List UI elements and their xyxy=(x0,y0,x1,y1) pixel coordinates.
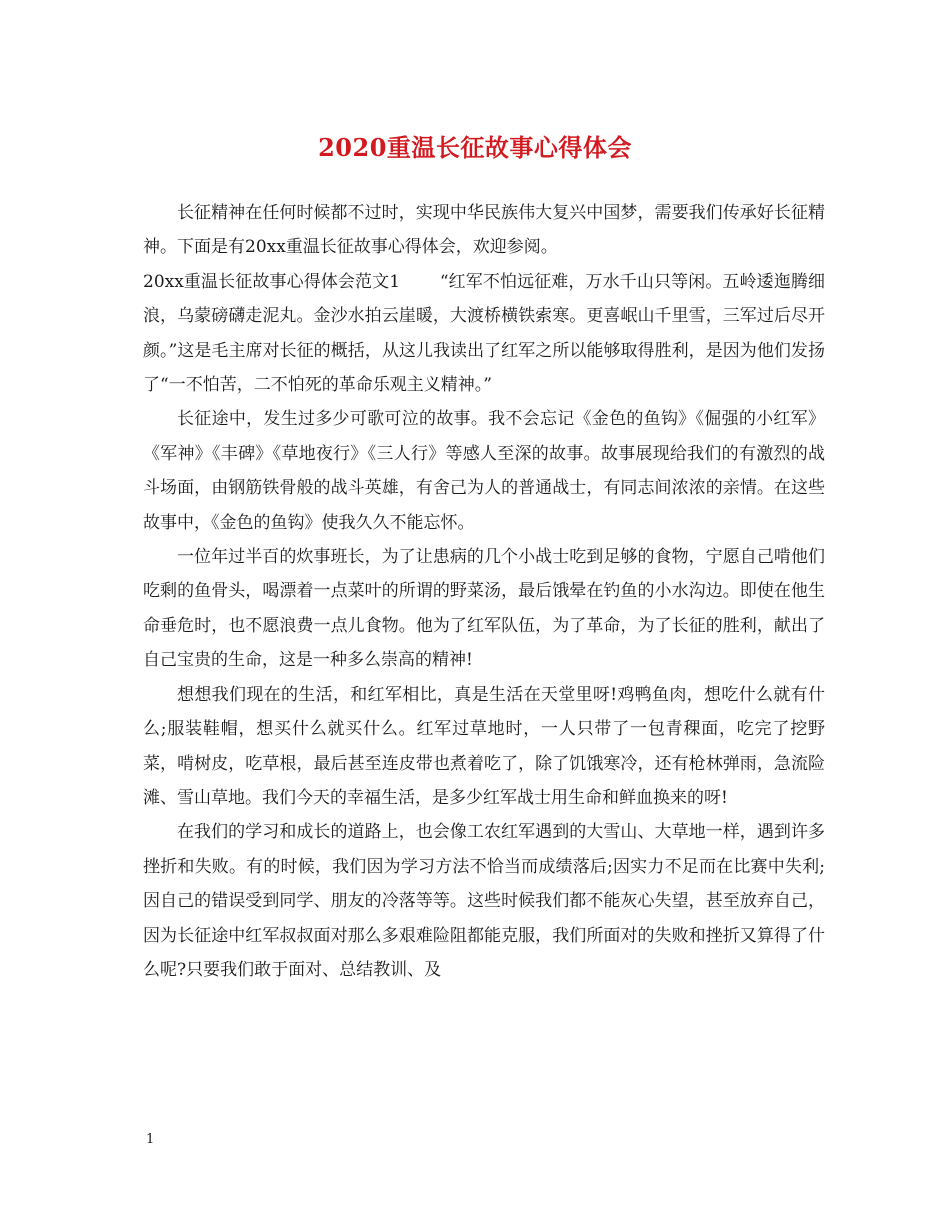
document-body xyxy=(143,196,825,987)
paragraph-study-growth: 在我们的学习和成长的道路上，也会像工农红军遇到的大雪山、大草地一样，遇到许多挫折和失败。有的时候，我们因为学习方法不恰当而成绩落后;因实力不足而在比赛中失利;因自己的错误受到同学、朋友的冷落等等。这些时候我们都不能灰心失望，甚至放弃自己，因为长征途中红军叔叔面对那么多艰难险阻都能克服，我们所面对的失败和挫折又算得了什么呢?只要我们敢于面对、总结教训、及 xyxy=(143,822,825,980)
paragraph-intro: 长征精神在任何时候都不过时，实现中华民族伟大复兴中国梦，需要我们传承好长征精神。下面是有20xx重温长征故事心得体会，欢迎参阅。 xyxy=(143,203,825,258)
document-title: 2020重温长征故事心得体会 xyxy=(318,133,632,162)
paragraph-cook-squad-leader: 一位年过半百的炊事班长，为了让患病的几个小战士吃到足够的食物，宁愿自己啃他们吃剩的鱼骨头，喝漂着一点菜叶的所谓的野菜汤，最后饿晕在钓鱼的小水沟边。即使在他生命垂危时，也不愿浪费一点儿食物。他为了红军队伍，为了革命，为了长征的胜利，献出了自己宝贵的生命，这是一种多么崇高的精神! xyxy=(143,547,825,671)
paragraph-stories: 长征途中，发生过多少可歌可泣的故事。我不会忘记《金色的鱼钩》《倔强的小红军》《军神》《丰碑》《草地夜行》《三人行》等感人至深的故事。故事展现给我们的有激烈的战斗场面，由钢筋铁骨般的战斗英雄，有舍己为人的普通战士，有同志间浓浓的亲情。在这些故事中，《金色的鱼钩》使我久久不能忘怀。 xyxy=(143,409,825,533)
paragraph-present-life: 想想我们现在的生活，和红军相比，真是生活在天堂里呀!鸡鸭鱼肉，想吃什么就有什么;服装鞋帽，想买什么就买什么。红军过草地时，一人只带了一包青稞面，吃完了挖野菜，啃树皮，吃草根，最后甚至连皮带也煮着吃了，除了饥饿寒冷，还有枪林弹雨，急流险滩、雪山草地。我们今天的幸福生活，是多少红军战士用生命和鲜血换来的呀! xyxy=(143,684,825,808)
paragraph-sample-heading: 20xx重温长征故事心得体会范文1 “红军不怕远征难，万水千山只等闲。五岭逶迤腾细浪，乌蒙磅礴走泥丸。金沙水拍云崖暖，大渡桥横铁索寒。更喜岷山千里雪，三军过后尽开颜。”这是毛主席对长征的概括，从这儿我读出了红军之所以能够取得胜利，是因为他们发扬了“一不怕苦，二不怕死的革命乐观主义精神。” xyxy=(143,271,825,396)
page-number: 1 xyxy=(146,1132,155,1147)
